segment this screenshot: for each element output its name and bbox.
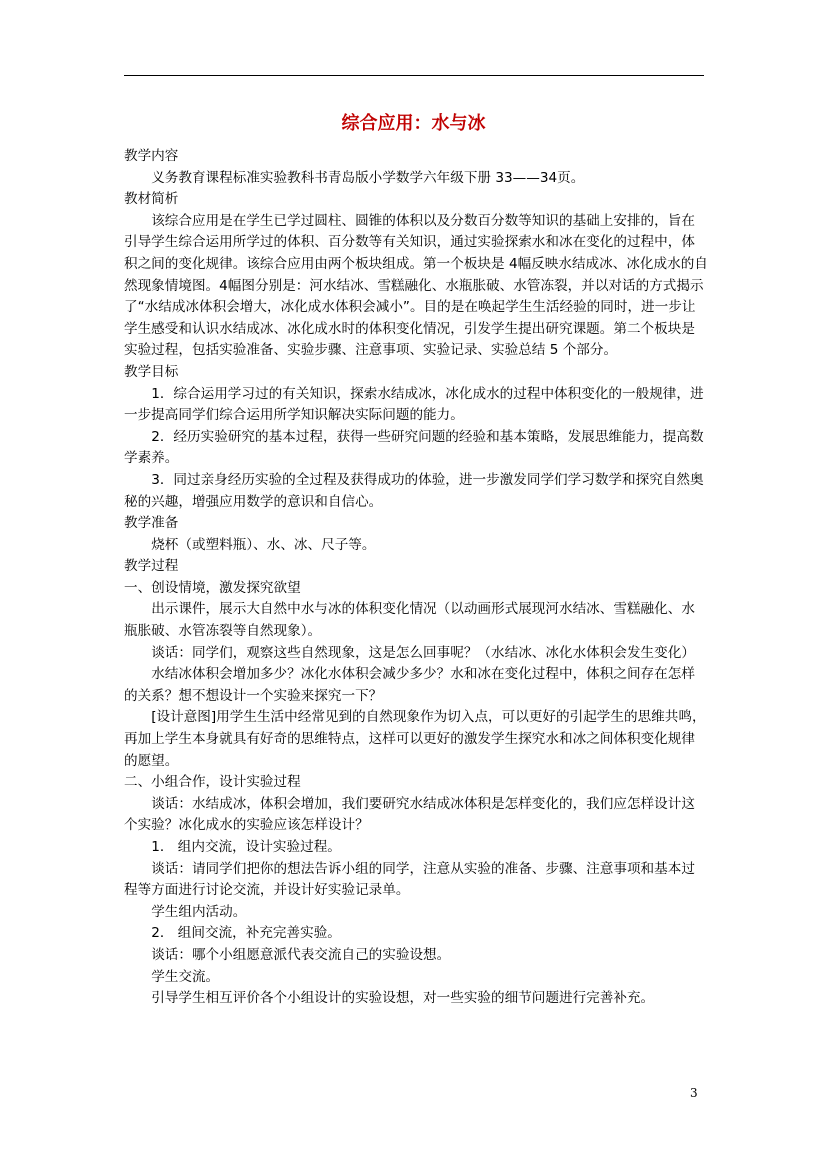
body-paragraph: 出示课件，展示大自然中水与冰的体积变化情况（以动画形式展现河水结冰、雪糕融化、水瓶胀破、水管冻裂等自然现象）。 bbox=[124, 601, 695, 640]
header-rule bbox=[124, 75, 704, 76]
subsection-heading: 二、小组合作，设计实验过程 bbox=[124, 774, 301, 791]
body-paragraph: 烧杯（或塑料瓶）、水、冰、尺子等。 bbox=[151, 536, 376, 553]
body-paragraph: 学生组内活动。 bbox=[151, 903, 247, 920]
section-heading: 教学目标 bbox=[124, 363, 179, 380]
body-paragraph: 1．综合运用学习过的有关知识，探索水结成冰，冰化成水的过程中体积变化的一般规律，进一步提高同学们综合运用所学知识解决实际问题的能力。 bbox=[124, 385, 704, 424]
body-paragraph: 谈话：水结成冰，体积会增加，我们要研究水结成冰体积是怎样变化的，我们应怎样设计这个实验？冰化成水的实验应该怎样设计？ bbox=[124, 795, 695, 834]
page-number: 3 bbox=[690, 1086, 698, 1100]
document-title: 综合应用：水与冰 bbox=[341, 113, 486, 134]
body-paragraph: 水结冰体积会增加多少？冰化水体积会减少多少？水和冰在变化过程中，体积之间存在怎样的关系？想不想设计一个实验来探究一下？ bbox=[124, 666, 695, 704]
section-heading: 教学过程 bbox=[124, 558, 179, 575]
body-paragraph: [设计意图]用学生生活中经常见到的自然现象作为切入点，可以更好的引起学生的思维共鸣，再加上学生本身就具有好奇的思维特点，这样可以更好的激发学生探究水和冰之间体积变化规律的愿望。 bbox=[124, 709, 706, 769]
subsection-heading: 一、创设情境，激发探究欲望 bbox=[124, 579, 301, 596]
body-paragraph: 3．同过亲身经历实验的全过程及获得成功的体验，进一步激发同学们学习数学和探究自然奥秘的兴趣，增强应用数学的意识和自信心。 bbox=[124, 471, 704, 510]
body-paragraph: 2．经历实验研究的基本过程，获得一些研究问题的经验和基本策略，发展思维能力，提高数学素养。 bbox=[124, 428, 704, 467]
body-paragraph: 义务教育课程标准实验教科书青岛版小学数学六年级下册 33——34页。 bbox=[151, 169, 585, 186]
body-paragraph: 学生交流。 bbox=[151, 968, 220, 985]
section-heading: 教学内容 bbox=[124, 148, 179, 164]
body-paragraph: 1． 组内交流，设计实验过程。 bbox=[151, 839, 341, 855]
body-paragraph: 该综合应用是在学生已学过圆柱、圆锥的体积以及分数百分数等知识的基础上安排的，旨在引导学生综合运用所学过的体积、百分数等有关知识，通过实验探索水和冰在变化的过程中，体积之间的变化规律。该综合应用由两个板块组成。第一个板块是 4幅反映水结成冰、冰化成水的自然现象情境图。4幅图分别是：河水结冰、雪糕融化、水瓶胀破、水管冻裂，并以对话的方式揭示了“水结成冰体积会增大，冰化成水体积会减小”。目的是在唤起学生生活经验的同时，进一步让学生感受和认识水结成冰、冰化成水时的体积变化情况，引发学生提出研究课题。第二个板块是实验过程，包括实验准备、实验步骤、注意事项、实验记录、实验总结 5 个部分。 bbox=[124, 212, 708, 359]
body-paragraph: 谈话：哪个小组愿意派代表交流自己的实验设想。 bbox=[151, 946, 451, 963]
section-heading: 教材简析 bbox=[124, 191, 179, 208]
body-paragraph: 2． 组间交流，补充完善实验。 bbox=[151, 925, 341, 942]
body-paragraph: 引导学生相互评价各个小组设计的实验设想，对一些实验的细节问题进行完善补充。 bbox=[151, 990, 655, 1007]
body-paragraph: 谈话：请同学们把你的想法告诉小组的同学，注意从实验的准备、步骤、注意事项和基本过程等方面进行讨论交流，并设计好实验记录单。 bbox=[124, 860, 695, 899]
document-body bbox=[124, 146, 708, 1010]
body-paragraph: 谈话：同学们，观察这些自然现象，这是怎么回事呢？（水结冰、冰化水体积会发生变化） bbox=[151, 644, 695, 661]
section-heading: 教学准备 bbox=[124, 515, 179, 532]
